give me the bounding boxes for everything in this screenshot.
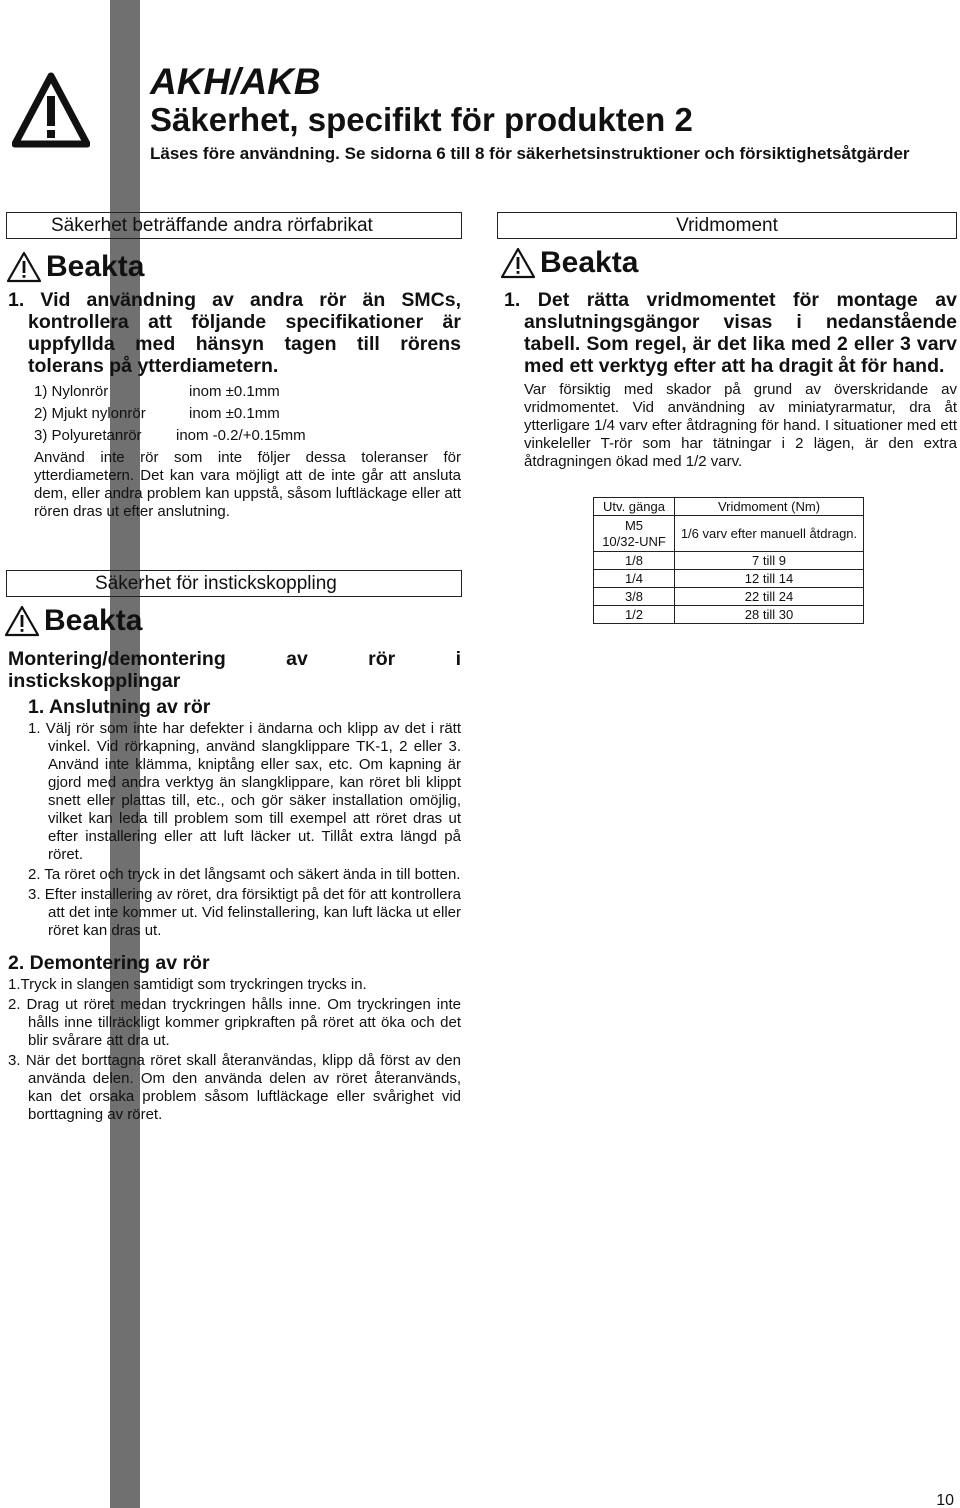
- spec-name: 1) Nylonrör: [34, 383, 109, 400]
- caution-label: Beakta: [46, 250, 145, 283]
- spec-list: [8, 381, 461, 447]
- spec-value: inom -0.2/+0.15mm: [176, 427, 306, 444]
- connection-steps: [8, 720, 461, 940]
- tolerance-paragraph: Använd inte rör som inte följer dessa toleranser för ytterdiametern. Det kan vara möjligt att de inte går att ansluta dem, eller andra problem kan uppstå, såsom luftläckage eller att rören dras ut efter anslutning.: [34, 449, 461, 520]
- section-title-box: [6, 570, 462, 597]
- torque-content: [504, 289, 957, 471]
- table-cell: 22 till 24: [675, 588, 864, 606]
- table-cell: 1/2: [594, 606, 675, 624]
- caution-heading: [4, 604, 142, 638]
- step-item: 3. Efter installering av röret, dra försiktigt på det för att kontrollera att det inte kommer ut. Vid felinstallering, kan luft läcka ut eller röret kan dras ut.: [28, 886, 461, 939]
- spec-row: [34, 425, 461, 447]
- section2-content: [8, 648, 461, 1126]
- page-number: 10: [936, 1492, 954, 1508]
- subsection-heading: 2. Demontering av rör: [8, 952, 210, 974]
- table-row: [594, 606, 864, 624]
- table-cell: 28 till 30: [675, 606, 864, 624]
- step-item: 2. Ta röret och tryck in det långsamt och säkert ända in till botten.: [28, 866, 461, 883]
- table-row: [594, 552, 864, 570]
- header-note: Läses före användning. Se sidorna 6 till 8 för säkerhetsinstruktioner och försiktighetsåtgärder: [150, 144, 910, 163]
- table-cell: 3/8: [594, 588, 675, 606]
- caution-label: Beakta: [540, 246, 639, 279]
- spec-name: 2) Mjukt nylonrör: [34, 405, 146, 422]
- mounting-heading: Montering/demontering av rör i instickskopplingar: [8, 648, 461, 692]
- caution-heading: [500, 246, 638, 280]
- removal-steps: [8, 976, 461, 1124]
- table-header: Vridmoment (Nm): [675, 498, 864, 516]
- torque-paragraph: Var försiktig med skador på grund av överskridande av vridmomentet. Vid användning av miniatyrarmatur, dra åt ytterligare 1/4 varv efter åtdragning för hand. I situationer med ett vinkeleller T-rör som har tätningar i 2 lägen, är den extra åtdragningen ökad med 1/2 varv.: [524, 381, 957, 470]
- caution-label: Beakta: [44, 604, 143, 637]
- table-cell: 1/6 varv efter manuell åtdragn.: [675, 516, 864, 552]
- thread-size: 10/32-UNF: [602, 533, 666, 549]
- spec-value: inom ±0.1mm: [189, 405, 280, 422]
- section-title-box: [6, 212, 462, 239]
- table-row: [594, 516, 864, 552]
- torque-requirement: 1. Det rätta vridmomentet för montage av anslutningsgängor visas i nedanstående tabell. Som regel, är det lika med 2 eller 3 varv med ett verktyg efter att ha dragit åt för hand.: [504, 289, 957, 377]
- table-cell: 1/8: [594, 552, 675, 570]
- page-title: AKH/AKB: [150, 61, 321, 102]
- page-subtitle: Säkerhet, specifikt för produkten 2: [150, 101, 693, 138]
- table-cell: 1/4: [594, 570, 675, 588]
- thread-size: M5: [624, 517, 644, 533]
- table-header: Utv. gänga: [594, 498, 675, 516]
- section-title: Vridmoment: [676, 215, 778, 236]
- caution-heading: [6, 250, 144, 284]
- table-cell: 12 till 14: [675, 570, 864, 588]
- table-cell: [594, 516, 675, 552]
- caution-icon: [500, 247, 536, 279]
- spec-row: [34, 403, 461, 425]
- requirement-text: 1. Vid användning av andra rör än SMCs, kontrollera att följande specifikationer är uppfyllda med hänsyn tagen till rörens tolerans på ytterdiametern.: [8, 289, 461, 377]
- subsection-heading: 1. Anslutning av rör: [28, 696, 211, 718]
- section-title: Säkerhet beträffande andra rörfabrikat: [51, 215, 373, 236]
- section1-content: [8, 289, 461, 521]
- step-item: 3. När det borttagna röret skall återanvändas, klipp då först av den använda delen. Om den använda delen av röret återanvänds, kan det orsaka problem såsom luftläckage eller svårighet vid borttagning av röret.: [8, 1052, 461, 1123]
- caution-icon: [4, 605, 40, 637]
- step-item: 2. Drag ut röret medan tryckringen hålls inne. Om tryckringen inte hålls inne tillräckligt kommer gripkraften på röret att öka och det blir svårare att dra ut.: [8, 996, 461, 1049]
- spec-value: inom ±0.1mm: [189, 383, 280, 400]
- torque-table: [593, 497, 864, 624]
- step-item: 1. Välj rör som inte har defekter i ändarna och klipp av det i rätt vinkel. Vid rörkapning, använd slangklippare TK-1, 2 eller 3. Använd inte klämma, kniptång eller sax, etc. Om kapning är gjord med andra verktyg än slangklippare, kan röret bli klippt snett eller plattas till, etc., och gör säker installation omöjlig, vilket kan leda till problem som till exempel att röret dras ut efter installering eller att luft läcker ut. Tillåt extra längd på röret.: [28, 720, 461, 863]
- table-cell: 7 till 9: [675, 552, 864, 570]
- spec-name: 3) Polyuretanrör: [34, 427, 142, 444]
- table-row: [594, 570, 864, 588]
- section-title: Säkerhet för instickskoppling: [95, 573, 337, 594]
- spec-row: [34, 381, 461, 403]
- section-title-box: [497, 212, 957, 239]
- caution-icon: [6, 251, 42, 283]
- table-row: [594, 588, 864, 606]
- table-header-row: [594, 498, 864, 516]
- step-item: 1.Tryck in slangen samtidigt som tryckringen trycks in.: [8, 976, 367, 993]
- warning-icon: [12, 72, 90, 148]
